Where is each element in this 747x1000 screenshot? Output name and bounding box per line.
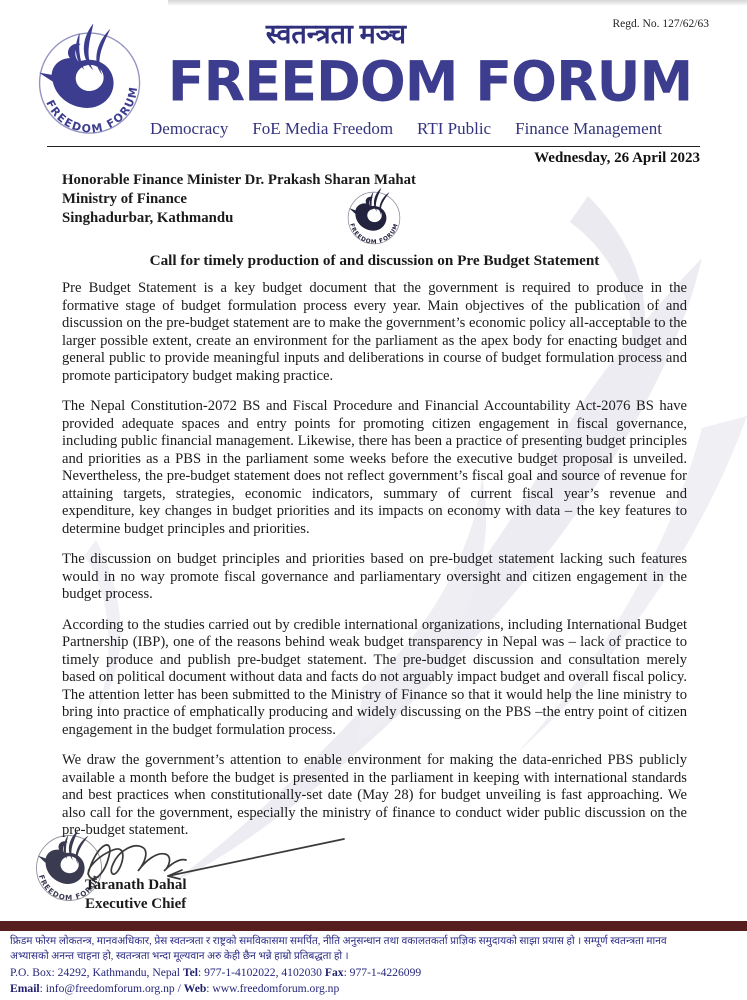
- footer-email-value: : info@freedomforum.org.np /: [39, 982, 184, 995]
- footer-fax-label: Fax: [324, 966, 344, 979]
- footer-divider-bar: [0, 921, 747, 931]
- paragraph-2: The Nepal Constitution-2072 BS and Fiscal Procedure and Financial Accountability Act-2076 BS have provided adequate spaces and entry points for promoting citizen engagement in fiscal governance, including public financial management. Likewise, there has been a practice of presenting budget principles and priorities as a PBS in the parliament some weeks before the executive budget proposal is unveiled. Nevertheless, the pre-budget statement does not reflect government’s fiscal goal and source of revenue for attaining targets, strategies, economic indicators, summary of current fiscal year’s revenue and expenditure, key changes in budget priorities and its impacts on economy with data – the key features to determine budget principles and priorities.: [62, 398, 687, 537]
- registration-number: Regd. No. 127/62/63: [612, 18, 709, 30]
- footer-email-label: Email: [10, 982, 40, 995]
- footer-nepali-line1: फ्रिडम फोरम लोकतन्त्र, मानवअधिकार, प्रेस स्वतन्त्रता र राष्ट्रको समविकासमा समर्पित, नीति अनुसन्धान तथा वकालतकर्ता प्राज्ञिक समुदायको साझा प्रयास हो । सम्पूर्ण स्वतन्त्रता मानव: [10, 936, 667, 947]
- recipient-name: Honorable Finance Minister Dr. Prakash Sharan Mahat: [62, 172, 416, 188]
- footer-web-label: Web: [183, 982, 207, 995]
- signatory-title: Executive Chief: [85, 896, 187, 912]
- tagline-rti-public: RTI Public: [417, 119, 492, 138]
- paragraph-3: The discussion on budget principles and priorities based on pre-budget statement lacking such features would in no way promote fiscal governance and parliamentary oversight and citizen engagement in the budget process.: [62, 551, 687, 602]
- freedom-forum-stamp-center: [343, 186, 405, 255]
- paragraph-1: Pre Budget Statement is a key budget document that the government is required to produce in the formative stage of budget formulation process every year. Main objectives of the publication of and discussion on the pre-budget statement are to make the government’s economic policy all-acceptable to the larger possible extent, create an environment for the parliament as the apex body for enacting budget and general public to provide meaningful inputs and deliberations in course of budget formulation process and promote participatory budget making practice.: [62, 280, 687, 384]
- subject-line: Call for timely production of and discussion on Pre Budget Statement: [149, 252, 600, 269]
- signature-block: [28, 824, 388, 934]
- org-name-title: FREEDOM FORUM: [167, 49, 693, 114]
- paragraph-5: We draw the government’s attention to enable environment for making the data-enriched PBS publicly available a month before the budget is presented in the parliament in keeping with international standards and best practices when constitutionally-set date (May 28) for budget unveiling is fast approaching. We also call for the government, especially the ministry of finance to conduct wider public discussion on the pre-budget statement.: [62, 752, 687, 838]
- tagline-democracy: Democracy: [150, 119, 229, 138]
- letter-date: Wednesday, 26 April 2023: [534, 150, 700, 166]
- footer-tel-value: : 977-1-4102022, 4102030: [197, 966, 325, 979]
- scan-shadow: [168, 0, 747, 6]
- footer: [10, 935, 739, 996]
- footer-nepali-line2: अभ्यासको अनन्त चाहना हो, स्वतन्त्रता भन्दा मूल्यवान अरु केही छैन भन्ने हाम्रो प्रतिबद्धता हो ।: [10, 950, 349, 962]
- taglines-row: [150, 119, 662, 139]
- footer-tel-label: Tel: [182, 966, 198, 979]
- tagline-finance-management: Finance Management: [515, 119, 662, 138]
- nepali-org-title: स्वतन्त्रता मञ्च: [265, 19, 407, 49]
- signatory-name: Taranath Dahal: [85, 877, 187, 893]
- paragraph-4: According to the studies carried out by credible international organizations, including International Budget Partnership (IBP), one of the reasons behind weak budget transparency in Nepal was – lack of practice to timely produce and publish pre-budget statement. The pre-budget discussion and consultation merely based on political document without data and facts do not arguably impact budget and overall fiscal policy. The attention letter has been submitted to the Ministry of Finance so that it would help the line ministry to bring into practice of emphatically producing and widely discussing on the PBS –the entry point of citizen engagement in the budget formulation process.: [62, 616, 687, 738]
- footer-contact-line: [10, 966, 739, 980]
- footer-address: P.O. Box: 24292, Kathmandu, Nepal: [10, 966, 183, 979]
- header-divider: [47, 146, 700, 147]
- recipient-address: Singhadurbar, Kathmandu: [62, 210, 234, 226]
- footer-web-value: : www.freedomforum.org.np: [206, 982, 340, 995]
- footer-fax-value: : 977-1-4226099: [343, 966, 422, 979]
- footer-email-line: [10, 982, 739, 996]
- recipient-ministry: Ministry of Finance: [62, 191, 187, 207]
- letter-body: [62, 280, 687, 853]
- tagline-foe-media-freedom: FoE Media Freedom: [252, 119, 394, 138]
